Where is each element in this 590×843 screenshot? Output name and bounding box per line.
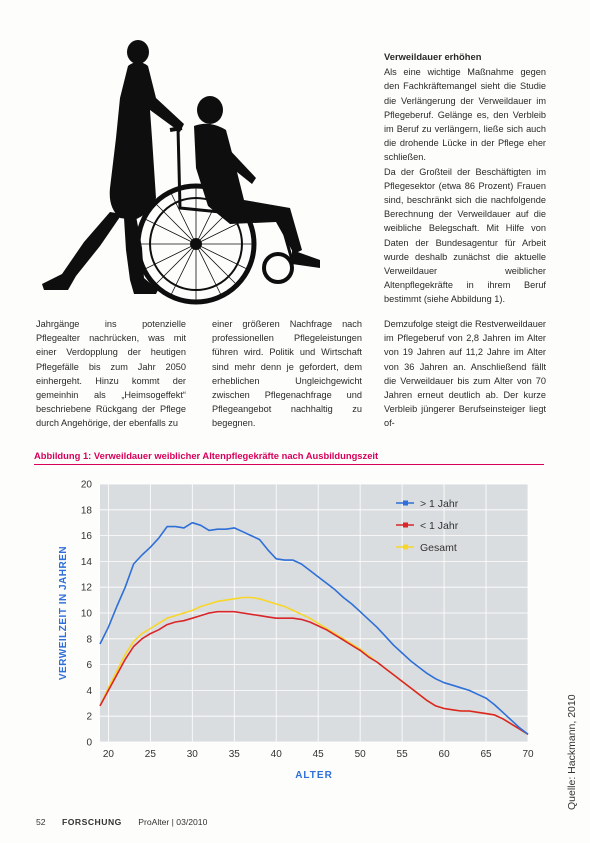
residence-time-chart (30, 470, 550, 790)
y-tick-label: 4 (86, 685, 92, 697)
legend-label: Gesamt (420, 542, 457, 554)
y-tick-label: 2 (86, 711, 92, 723)
page-footer (36, 817, 207, 827)
x-tick-label: 55 (396, 749, 408, 760)
article-column-right-top (384, 50, 546, 307)
paragraph: Da der Großteil der Beschäftigten im Pflegesektor (etwa 86 Prozent) Frauen sind, beschränkt sich die nachfolgende Berechnung der Verweildauer auf die weibliche Belegschaft. Mit Hilfe von Daten der Bundesagentur für Arbeit wurde deshalb zunächst die aktuelle Verweildauer weiblicher Altenpflegekräfte in ihrem Beruf bestimmt (siehe Abbildung 1). (384, 166, 546, 305)
legend-marker (403, 545, 408, 550)
figure-caption: Abbildung 1: Verweildauer weiblicher Altenpflegekräfte nach Ausbildungszeit (34, 450, 379, 461)
paragraph: Als eine wichtige Maßnahme gegen den Fachkräftemangel sieht die Studie die Verlängerung der Verweildauer im Pflegeberuf. Gelänge es, den Verbleib im Beruf zu verlängern, ließe sich auch die drohende Lücke in der Pflege eher schließen. (384, 67, 546, 163)
y-tick-label: 6 (86, 660, 92, 672)
x-tick-label: 70 (522, 749, 534, 760)
x-axis-ticks (103, 749, 534, 760)
y-tick-label: 16 (80, 531, 92, 543)
section-label: FORSCHUNG (61, 817, 122, 827)
y-tick-label: 0 (86, 737, 92, 749)
source-note: Quelle: Hackmann, 2010 (566, 694, 578, 810)
article-column-1: Jahrgänge ins potenzielle Pflegealter nachrücken, was mit einer Verdopplung der heutigen Pflegefälle bis zum Jahr 2050 einhergeht. Hinzu kommt der gemeinhin als „Heimsogeffekt“ beschriebene Rückgang der Pflege durch Angehörige, der ebenfalls zu (36, 319, 186, 429)
y-axis-ticks (81, 480, 93, 749)
issue-label: ProAlter | 03/2010 (138, 817, 208, 827)
article-column-3 (384, 317, 546, 431)
paragraph: Demzufolge steigt die Restverweildauer im Pflegeberuf von 2,8 Jahren im Alter von 19 Jahren auf 11,2 Jahre im Alter von 36 Jahren an. Anschließend fällt die Verweildauer bis zum Alter von 70 Jahren erneut deutlich ab. Der kurze Verbleib jüngerer Berufseinsteiger liegt of- (384, 319, 546, 429)
caption-divider (34, 464, 544, 465)
x-tick-label: 40 (270, 749, 282, 760)
x-axis-label: ALTER (295, 770, 333, 781)
caregiver-wheelchair-illustration (30, 28, 360, 308)
section-heading: Verweildauer erhöhen (384, 51, 482, 62)
legend-label: < 1 Jahr (420, 520, 459, 532)
x-tick-label: 60 (438, 749, 450, 760)
x-tick-label: 45 (312, 749, 324, 760)
legend-marker (403, 523, 408, 528)
x-tick-label: 20 (102, 749, 114, 760)
y-tick-label: 8 (86, 634, 92, 646)
legend-label: > 1 Jahr (420, 498, 459, 510)
article-column-2: einer größeren Nachfrage nach professionellen Pflegeleistungen führen wird. Politik und Wirtschaft sind mehr denn je gefordert, dem erheblichen Ungleichgewicht zwischen Pflegenachfrage und Pflegeangebot nachhaltig zu begegnen. (212, 319, 362, 429)
y-tick-label: 14 (80, 556, 92, 568)
page-number: 52 (36, 817, 46, 827)
x-tick-label: 65 (480, 749, 492, 760)
y-tick-label: 20 (80, 479, 92, 491)
y-axis-label: VERWEILZEIT IN JAHREN (58, 545, 69, 681)
y-tick-label: 10 (80, 608, 92, 620)
y-tick-label: 12 (80, 582, 92, 594)
legend-marker (403, 501, 408, 506)
x-tick-label: 50 (354, 749, 366, 760)
x-tick-label: 30 (186, 749, 198, 760)
x-tick-label: 25 (144, 749, 156, 760)
x-tick-label: 35 (228, 749, 240, 760)
y-tick-label: 18 (80, 505, 92, 517)
